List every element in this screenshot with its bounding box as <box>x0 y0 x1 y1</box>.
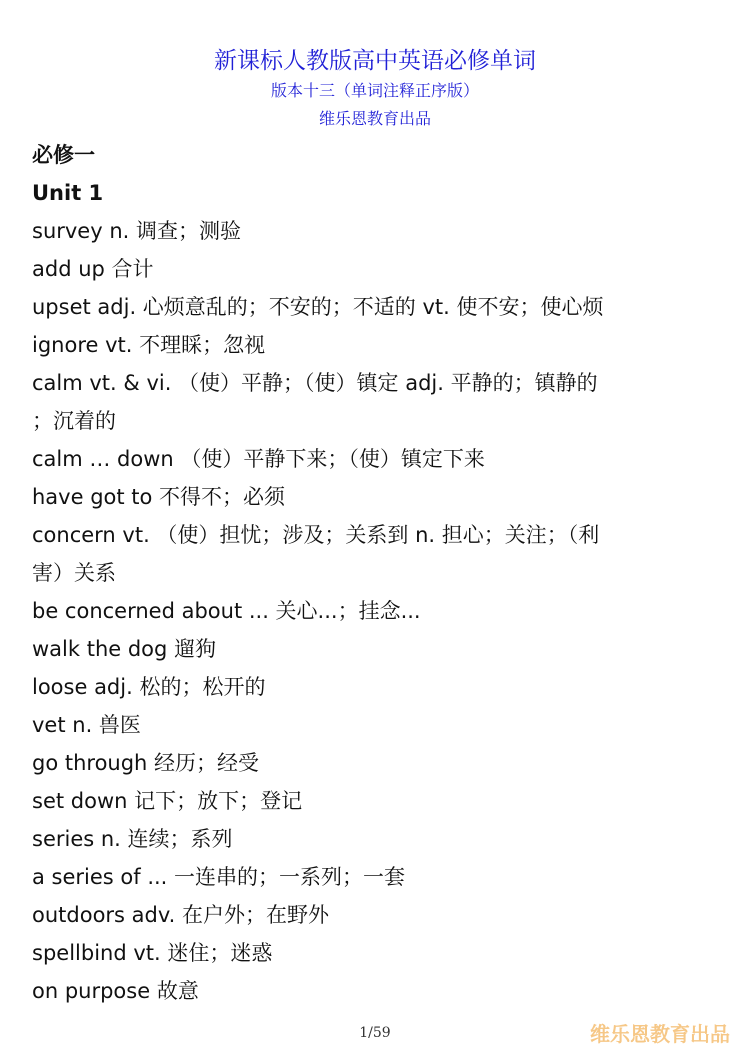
vocab-entry: vet n. 兽医 <box>32 713 141 737</box>
vocab-entry: have got to 不得不；必须 <box>32 485 286 509</box>
vocab-entry-continued: 害）关系 <box>32 561 116 585</box>
section-heading: 必修一 <box>32 143 95 167</box>
vocab-entry: survey n. 调查；测验 <box>32 219 241 243</box>
document-title: 新课标人教版高中英语必修单词 <box>214 48 536 74</box>
vocab-entry: ignore vt. 不理睬；忽视 <box>32 333 266 357</box>
vocab-entry: go through 经历；经受 <box>32 751 260 775</box>
vocab-entry: add up 合计 <box>32 257 154 281</box>
vocab-entry: a series of ... 一连串的；一系列；一套 <box>32 865 406 889</box>
document-publisher: 维乐恩教育出品 <box>318 109 431 128</box>
page-number: 1/59 <box>359 1025 391 1041</box>
vocab-entry-continued: ；沉着的 <box>32 409 116 433</box>
vocab-entry: walk the dog 遛狗 <box>32 637 217 661</box>
vocab-entry: be concerned about ... 关心...；挂念... <box>32 599 421 623</box>
vocab-entry: calm … down （使）平静下来；（使）镇定下来 <box>32 447 485 471</box>
vocab-entry: concern vt. （使）担忧；涉及；关系到 n. 担心；关注；（利 <box>32 523 600 547</box>
vocab-entry: outdoors adv. 在户外；在野外 <box>32 903 330 927</box>
vocab-entry: spellbind vt. 迷住；迷惑 <box>32 941 273 965</box>
vocab-entry: set down 记下；放下；登记 <box>32 789 303 813</box>
vocab-entry: loose adj. 松的；松开的 <box>32 675 266 699</box>
publisher-watermark: 维乐恩教育出品 <box>590 1022 730 1046</box>
unit-heading: Unit 1 <box>32 181 104 205</box>
vocab-entry: upset adj. 心烦意乱的；不安的；不适的 vt. 使不安；使心烦 <box>32 295 604 319</box>
vocab-entry: calm vt. & vi. （使）平静；（使）镇定 adj. 平静的；镇静的 <box>32 371 598 395</box>
vocab-entry: series n. 连续；系列 <box>32 827 233 851</box>
document-subtitle: 版本十三（单词注释正序版） <box>270 81 479 100</box>
vocabulary-list <box>32 136 722 1010</box>
vocab-entry: on purpose 故意 <box>32 979 199 1003</box>
